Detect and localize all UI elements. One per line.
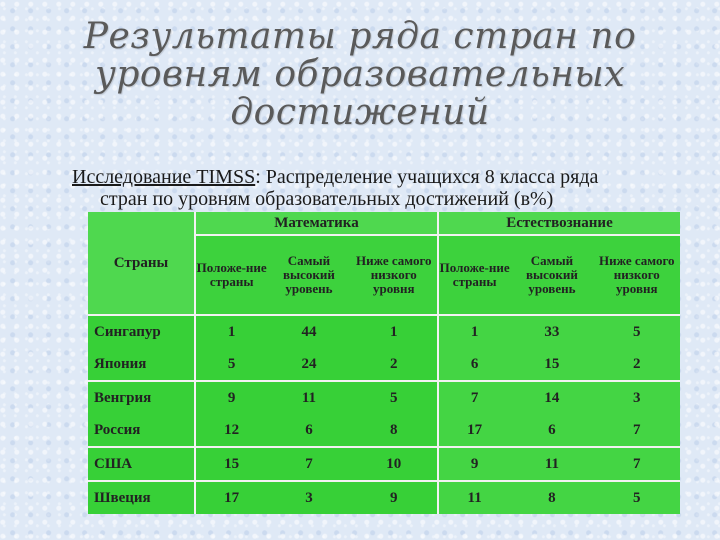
table-row — [88, 348, 680, 381]
caption-text: : Распределение учащихся 8 класса ряда — [255, 166, 599, 188]
math-top-cell: 3 — [267, 481, 350, 514]
subheader-sci-top: Самый высокий уровень — [510, 235, 593, 315]
math-top-cell: 6 — [267, 414, 350, 447]
study-name: Исследование TIMSS — [72, 166, 256, 188]
sci-top-cell: 14 — [510, 381, 593, 414]
sci-low-cell: 3 — [594, 381, 680, 414]
math-low-cell: 5 — [351, 381, 438, 414]
title-line-1: Результаты ряда стран по — [83, 16, 637, 57]
math-top-cell: 7 — [267, 447, 350, 481]
slide-title — [0, 18, 720, 132]
sci-low-cell: 7 — [594, 414, 680, 447]
group-header-math: Математика — [195, 212, 438, 235]
title-line-2: уровням образовательных — [94, 54, 626, 95]
table-caption — [72, 166, 712, 210]
caption-line-2: стран по уровням образовательных достижений (в%) — [100, 188, 554, 210]
sci-top-cell: 6 — [510, 414, 593, 447]
math-rank-cell: 5 — [195, 348, 267, 381]
table-row — [88, 481, 680, 514]
math-rank-cell: 1 — [195, 315, 267, 348]
sci-rank-cell: 6 — [438, 348, 510, 381]
sci-low-cell: 7 — [594, 447, 680, 481]
math-top-cell: 24 — [267, 348, 350, 381]
results-table-container — [88, 212, 680, 506]
math-low-cell: 10 — [351, 447, 438, 481]
math-rank-cell: 17 — [195, 481, 267, 514]
sci-top-cell: 15 — [510, 348, 593, 381]
sci-rank-cell: 1 — [438, 315, 510, 348]
country-cell: Венгрия — [88, 381, 195, 414]
table-row — [88, 414, 680, 447]
country-cell: Япония — [88, 348, 195, 381]
math-low-cell: 1 — [351, 315, 438, 348]
math-rank-cell: 12 — [195, 414, 267, 447]
sci-rank-cell: 7 — [438, 381, 510, 414]
math-low-cell: 2 — [351, 348, 438, 381]
subheader-sci-low: Ниже самого низкого уровня — [594, 235, 680, 315]
results-table — [88, 212, 680, 514]
title-line-3: достижений — [230, 92, 490, 133]
sci-low-cell: 5 — [594, 481, 680, 514]
math-top-cell: 44 — [267, 315, 350, 348]
sci-low-cell: 5 — [594, 315, 680, 348]
sci-rank-cell: 17 — [438, 414, 510, 447]
sci-rank-cell: 9 — [438, 447, 510, 481]
subheader-sci-rank: Положе-ние страны — [438, 235, 510, 315]
table-row — [88, 315, 680, 348]
sci-rank-cell: 11 — [438, 481, 510, 514]
sci-top-cell: 8 — [510, 481, 593, 514]
country-cell: США — [88, 447, 195, 481]
country-cell: Россия — [88, 414, 195, 447]
country-cell: Сингапур — [88, 315, 195, 348]
math-rank-cell: 9 — [195, 381, 267, 414]
math-top-cell: 11 — [267, 381, 350, 414]
table-row — [88, 447, 680, 481]
sci-top-cell: 11 — [510, 447, 593, 481]
math-rank-cell: 15 — [195, 447, 267, 481]
group-header-science: Естествознание — [438, 212, 680, 235]
country-cell: Швеция — [88, 481, 195, 514]
table-row — [88, 381, 680, 414]
subheader-math-top: Самый высокий уровень — [267, 235, 350, 315]
subheader-math-low: Ниже самого низкого уровня — [351, 235, 438, 315]
countries-header: Страны — [88, 212, 195, 315]
math-low-cell: 8 — [351, 414, 438, 447]
sci-low-cell: 2 — [594, 348, 680, 381]
sci-top-cell: 33 — [510, 315, 593, 348]
math-low-cell: 9 — [351, 481, 438, 514]
subheader-math-rank: Положе-ние страны — [195, 235, 267, 315]
